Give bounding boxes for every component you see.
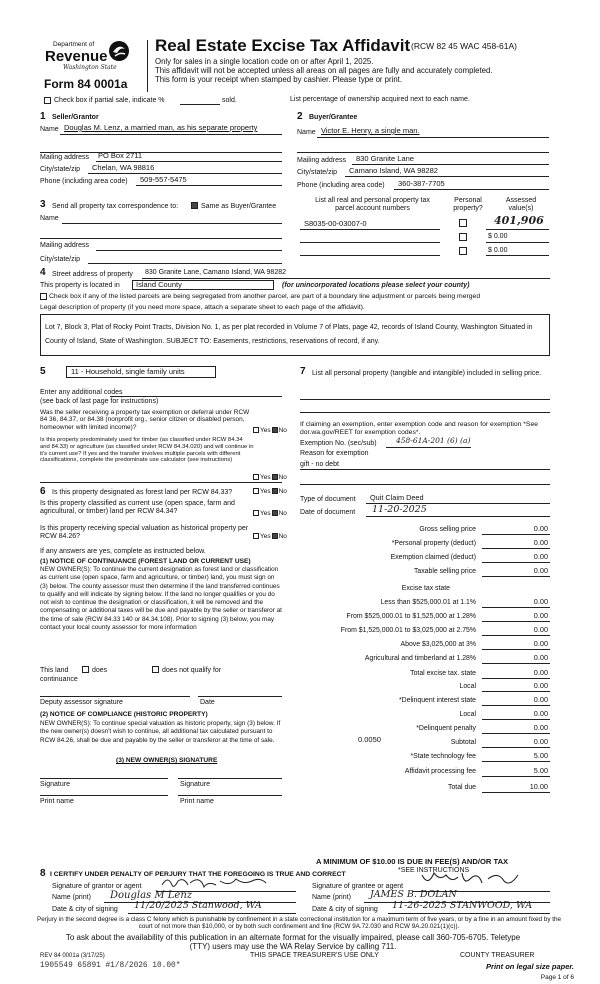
grantor-print-label: Name (print) (52, 894, 91, 901)
does-not-qualify-checkbox[interactable] (152, 666, 159, 673)
partial-sale-checkbox[interactable] (44, 97, 51, 104)
section-1-number: 1 (40, 111, 46, 122)
see-back-note: (see back of last page for instructions) (40, 398, 159, 405)
revision-label: REV 84 0001a (3/17/25) (40, 953, 105, 959)
document-date-field[interactable]: 11-20-2025 (372, 504, 427, 515)
street-address-label: Street address of property (52, 271, 133, 278)
county-select[interactable]: Island County (132, 280, 274, 290)
perjury-notice: Perjury in the second degree is a class C felony which is punishable by confinement in a state correctional institution for a maximum term of five years, or by a fine in an amount fixed by the court of not more than $10,000, or by both such confinement and fine (RCW 9A.72.030 and RCW 9A.20.021(1)(c)). (37, 916, 561, 931)
q6-1-yes-no[interactable]: Yes No (252, 488, 287, 495)
header-line-1: Only for sales in a single location code on or after April 1, 2025. (155, 57, 374, 66)
section-5-number: 5 (40, 366, 46, 377)
tax-row-label: Less than $525,000.01 at 1.1% (380, 599, 476, 606)
exemption-instructions: If claiming an exemption, enter exemption code and reason for exemption *See dor.wa.gov/REET for exemption codes*. (300, 421, 539, 436)
grantor-print-field[interactable]: Douglas M Lenz (110, 890, 193, 901)
local-rate: 0.0050 (358, 735, 381, 744)
personal-property-list-label: List all personal property (tangible and intangible) included in selling price. (312, 370, 542, 377)
grantee-date-label: Date & city of signing (312, 906, 378, 913)
same-as-buyer-checkbox[interactable] (191, 202, 198, 209)
owner-print-label-1: Print name (40, 798, 74, 805)
certify-heading: I CERTIFY UNDER PENALTY OF PERJURY THAT THE FOREGOING IS TRUE AND CORRECT (50, 871, 346, 878)
tax-row-value[interactable]: 5.00 (533, 751, 548, 760)
compliance-heading: (2) NOTICE OF COMPLIANCE (HISTORIC PROPERTY) (40, 711, 208, 718)
buyer-city-label: City/state/zip (297, 169, 338, 176)
tax-row-label: Total due (448, 784, 476, 791)
section-7-number: 7 (300, 366, 306, 377)
alt-format-notice: To ask about the availability of this publication in an alternate format for the visually impaired, please call 360-705-6705. Teletype (TTY) users may use the WA Relay Service by calling 711. (65, 933, 521, 951)
grantee-signature[interactable] (418, 869, 528, 889)
continuance-heading: (1) NOTICE OF CONTINUANCE (FOREST LAND OR CURRENT USE) (40, 558, 251, 565)
same-as-buyer-label: Same as Buyer/Grantee (201, 203, 277, 210)
tax-row-label: From $525,000.01 to $1,525,000 at 1.28% (346, 613, 476, 620)
seller-mail-field[interactable]: PO Box 2711 (98, 151, 143, 160)
use-code-select[interactable]: 11 - Household, single family units (66, 366, 216, 378)
owner-signature-label-2: Signature (180, 781, 210, 788)
buyer-mail-field[interactable]: 830 Granite Lane (356, 154, 414, 163)
document-type-label: Type of document (300, 496, 356, 503)
grantor-signature[interactable] (160, 873, 270, 891)
section-6-number: 6 (40, 486, 46, 497)
tax-row-value[interactable]: 0.00 (533, 524, 548, 533)
deputy-signature-label: Deputy assessor signature (40, 699, 123, 706)
buyer-heading: Buyer/Grantee (309, 114, 358, 121)
tax-row-value[interactable]: 0.00 (533, 597, 548, 606)
grantee-print-field[interactable]: JAMES B. DOLAN (370, 889, 457, 900)
tax-row-value[interactable]: 5.00 (533, 766, 548, 775)
continuance-text: NEW OWNER(S): To continue the current designation as forest land or classification as current use (open space, farm and agriculture, or timber) land, you must sign on (3) below. The county assessor must then determine if the land transferred continues to qualify and will indicate by signing below. If the land no longer qualifies or you do not wish to continue the designation or classification, it will be removed and the compensating or additional taxes will be due and payable by the seller or transferor at the time of sale (RCW 84.33 140 or 84.34.108). Prior to signing (3) below, you may contact your local county assessor for more information (40, 566, 282, 632)
seller-phone-field[interactable]: 509-557-5475 (140, 175, 187, 184)
located-in-label: This property is located in (40, 282, 120, 289)
segregated-checkbox[interactable] (40, 293, 47, 300)
assessed-column-header: Assessed value(s) (505, 197, 537, 213)
q6-2-yes-no[interactable]: Yes No (252, 510, 287, 517)
tax-row-label: Gross selling price (419, 526, 476, 533)
section-2-number: 2 (297, 111, 303, 122)
seller-mail-label: Mailing address (40, 154, 90, 161)
tax-row-value[interactable]: 0.00 (533, 611, 548, 620)
owner-signature-label-1: Signature (40, 781, 70, 788)
grantee-signature-label: Signature of grantee or agent (312, 883, 404, 890)
header-line-2: This affidavit will not be accepted unless all areas on all pages are fully and accurately completed. (155, 66, 493, 75)
sold-label: sold. (222, 97, 237, 104)
does-label: does (92, 667, 108, 674)
exemption-number-label: Exemption No. (sec/sub) (300, 440, 377, 447)
historic-question: Is this property receiving special valuation as historical property per RCW 84.26? (40, 525, 249, 541)
tax-row-value[interactable]: 0.00 (533, 639, 548, 648)
tax-row-value[interactable]: 0.00 (533, 723, 548, 732)
wa-state-label: Washington State (63, 64, 117, 71)
tax-row-label: Affidavit processing fee (404, 768, 476, 775)
exemption-number-field[interactable]: 458-61A-201 (6) (a) (396, 436, 471, 445)
seller-phone-label: Phone (including area code) (40, 178, 128, 185)
current-use-question: Is this property classified as current use (open space, farm and agricultural, or timber) land per RCW 84.34? (40, 500, 235, 516)
grantee-print-label: Name (print) (312, 894, 351, 901)
tax-row-label: Total excise tax. state (410, 670, 476, 677)
tax-row-value[interactable]: 0.00 (533, 737, 548, 746)
correspondence-city-label: City/state/zip (40, 256, 81, 263)
grantor-signature-label: Signature of grantor or agent (52, 883, 142, 890)
seller-name-label: Name (40, 126, 59, 133)
deputy-date-label: Date (200, 699, 215, 706)
timber-ag-question: Is this property predominately used for timber (as classified under RCW 84.34 and 84.33) or agriculture (as classified under RCW 84.34.020) and will continue in it's current use? If yes and the transfer involves multiple parcels with different classifications, complete the predominate use calculator (see instructions) (40, 437, 254, 464)
parcel-number-field[interactable]: S8035-00-03007-0 (304, 219, 367, 228)
tax-row-value[interactable]: 0.00 (533, 566, 548, 575)
exemption-deferral-question: Was the seller receiving a property tax exemption or deferral under RCW 84 36, 84.37, or 84.38 (nonprofit org., senior citizen or disabled person, homeowner with limited income)? (40, 409, 250, 431)
unincorporated-note: (for unincorporated locations please select your county) (282, 282, 470, 289)
tax-row-label: Local (459, 683, 476, 690)
exemption-reason-field[interactable]: gift - no debt (300, 461, 339, 468)
exemption-reason-label: Reason for exemption (300, 450, 369, 457)
section-3-number: 3 (40, 199, 46, 210)
tax-row-value[interactable]: 0.00 (533, 653, 548, 662)
does-not-label: does not qualify for (162, 667, 222, 674)
tax-row-label: *Delinquent penalty (416, 725, 476, 732)
owner-print-label-2: Print name (180, 798, 214, 805)
partial-sale-label: Check box if partial sale, indicate % (54, 97, 165, 104)
county-treasurer-label: COUNTY TREASURER (460, 952, 535, 959)
assessed-value-field[interactable]: 401,906 (494, 214, 544, 227)
segregated-label: Check box if any of the listed parcels are being segregated from another parcel, are part of a boundary line adjustment or parcels being merged (49, 293, 481, 300)
dept-label: Department of (53, 41, 95, 48)
minimum-due-note: A MINIMUM OF $10.00 IS DUE IN FEE(S) AND/OR TAX (316, 857, 509, 866)
personal-property-checkbox-3[interactable] (459, 247, 467, 255)
buyer-city-field[interactable]: Camano Island, WA 98282 (349, 166, 438, 175)
personal-property-column-header: Personal property? (453, 197, 483, 213)
tax-row-label: Local (459, 711, 476, 718)
header-line-3: This form is your receipt when stamped by cashier. Please type or print. (155, 75, 403, 84)
q2-yes-no[interactable]: Yes No (252, 474, 287, 481)
tax-row-label: Exemption claimed (deduct) (390, 554, 476, 561)
tax-row-label: Taxable selling price (413, 568, 476, 575)
new-owner-signature-heading: (3) NEW OWNER(S) SIGNATURE (116, 757, 218, 764)
q6-3-yes-no[interactable]: Yes No (252, 533, 287, 540)
seller-city-label: City/state/zip (40, 166, 81, 173)
tax-row-value[interactable]: 0.00 (533, 709, 548, 718)
see-instructions-note: *SEE INSTRUCTIONS (398, 867, 470, 874)
tax-row-label: Excise tax state (401, 585, 450, 592)
tax-row-value[interactable]: 0.00 (533, 552, 548, 561)
parcel-column-header: List all real and personal property tax parcel account numbers (315, 197, 430, 213)
revenue-wordmark: Revenue (45, 48, 108, 65)
seller-heading: Seller/Grantor (52, 114, 99, 121)
tax-row-value[interactable]: 0.00 (533, 668, 548, 677)
assessed-value-2[interactable]: $ 0.00 (488, 233, 508, 240)
does-qualify-checkbox[interactable] (82, 666, 89, 673)
street-address-field[interactable]: 830 Granite Lane, Camano Island, WA 98282 (145, 269, 286, 276)
dor-swirl-icon (108, 40, 130, 62)
dor-logo (45, 40, 145, 94)
forest-land-question: Is this property designated as forest land per RCW 84.33? (52, 489, 233, 496)
legal-description-label: Legal description of property (if you need more space, attach a separate sheet to each page of the affidavit). (40, 304, 365, 311)
q1-yes-no[interactable]: Yes No (252, 427, 287, 434)
document-date-label: Date of document (300, 509, 356, 516)
tax-row-label: Above $3,025,000 at 3% (400, 641, 476, 648)
buyer-phone-field[interactable]: 360-387-7705 (398, 179, 445, 188)
personal-property-checkbox-1[interactable] (459, 219, 467, 227)
page-title: Real Estate Excise Tax Affidavit (155, 36, 411, 55)
section-8-number: 8 (40, 868, 46, 879)
assessed-value-3[interactable]: $ 0.00 (488, 247, 508, 254)
legal-paper-note-2: Print on legal size paper. (486, 962, 574, 971)
seller-city-field[interactable]: Chelan, WA 98816 (92, 163, 155, 172)
continuance-label: continuance (40, 676, 78, 683)
grantor-date-field[interactable]: 11/20/2025 Stanwood, WA (134, 900, 262, 911)
correspondence-mail-label: Mailing address (40, 242, 90, 249)
tax-row-value[interactable]: 0.00 (533, 681, 548, 690)
this-land-label: This land (40, 667, 69, 674)
buyer-phone-label: Phone (including area code) (297, 182, 385, 189)
tax-row-label: Subtotal (450, 739, 476, 746)
legal-description-box[interactable]: Lot 7, Block 3, Plat of Rocky Point Tracts, Division No. 1, as per plat recorded in Volume 7 of Plats, page 42, records of Island County, Washington Situated in County of Island, State of Washington. SUBJECT TO: Easements, restrictions, reservations of record, if any. (40, 314, 550, 356)
section-4-number: 4 (40, 267, 46, 278)
buyer-mail-label: Mailing address (297, 157, 347, 164)
grantee-date-field[interactable]: 11-26-2025 STANWOOD, WA (392, 900, 533, 911)
page-number: Page 1 of 6 (540, 974, 574, 981)
compliance-text: NEW OWNER(S): To continue special valuation as historic property, sign (3) below. If the new owner(s) doesn't wish to continue, all additional tax calculated pursuant to RCW 84.26, shall be due and payable by the seller or transferor at the time of sale. (40, 720, 281, 744)
ownership-note: List percentage of ownership acquired next to each name. (290, 96, 470, 103)
personal-property-checkbox-2[interactable] (459, 233, 467, 241)
rcw-ref: (RCW 82 45 WAC 458-61A) (411, 41, 517, 51)
correspondence-label: Send all property tax correspondence to: (52, 203, 179, 210)
tax-row-label: *Personal property (deduct) (391, 540, 476, 547)
tax-row-label: Agricultural and timberland at 1.28% (364, 655, 476, 662)
cashier-stamp: 1905549 65891 #1/8/2026 10.00* (40, 962, 181, 970)
if-yes-note: If any answers are yes, complete as instructed below. (40, 548, 206, 555)
tax-row-label: *Delinquent interest state (399, 697, 476, 704)
document-type-field[interactable]: Quit Claim Deed (370, 493, 424, 502)
tax-row-value[interactable]: 0.00 (533, 695, 548, 704)
tax-row-label: *State technology fee (410, 753, 476, 760)
buyer-name-field[interactable]: Victor E. Henry, a single man. (321, 126, 420, 135)
tax-row-label: From $1,525,000.01 to $3,025,000 at 2.75% (340, 627, 476, 634)
buyer-name-label: Name (297, 129, 316, 136)
form-number: Form 84 0001a (44, 77, 128, 91)
tax-row-value[interactable]: 0.00 (533, 538, 548, 547)
tax-row-value[interactable]: 10.00 (529, 782, 548, 791)
correspondence-name-label: Name (40, 215, 59, 222)
treasurer-use-label: THIS SPACE TREASURER'S USE ONLY (250, 952, 379, 959)
seller-name-field[interactable]: Douglas M. Lenz, a married man, as his separate property (64, 123, 258, 132)
tax-row-value[interactable]: 0.00 (533, 625, 548, 634)
additional-codes-label: Enter any additional codes (40, 389, 123, 396)
grantor-date-label: Date & city of signing (52, 906, 118, 913)
